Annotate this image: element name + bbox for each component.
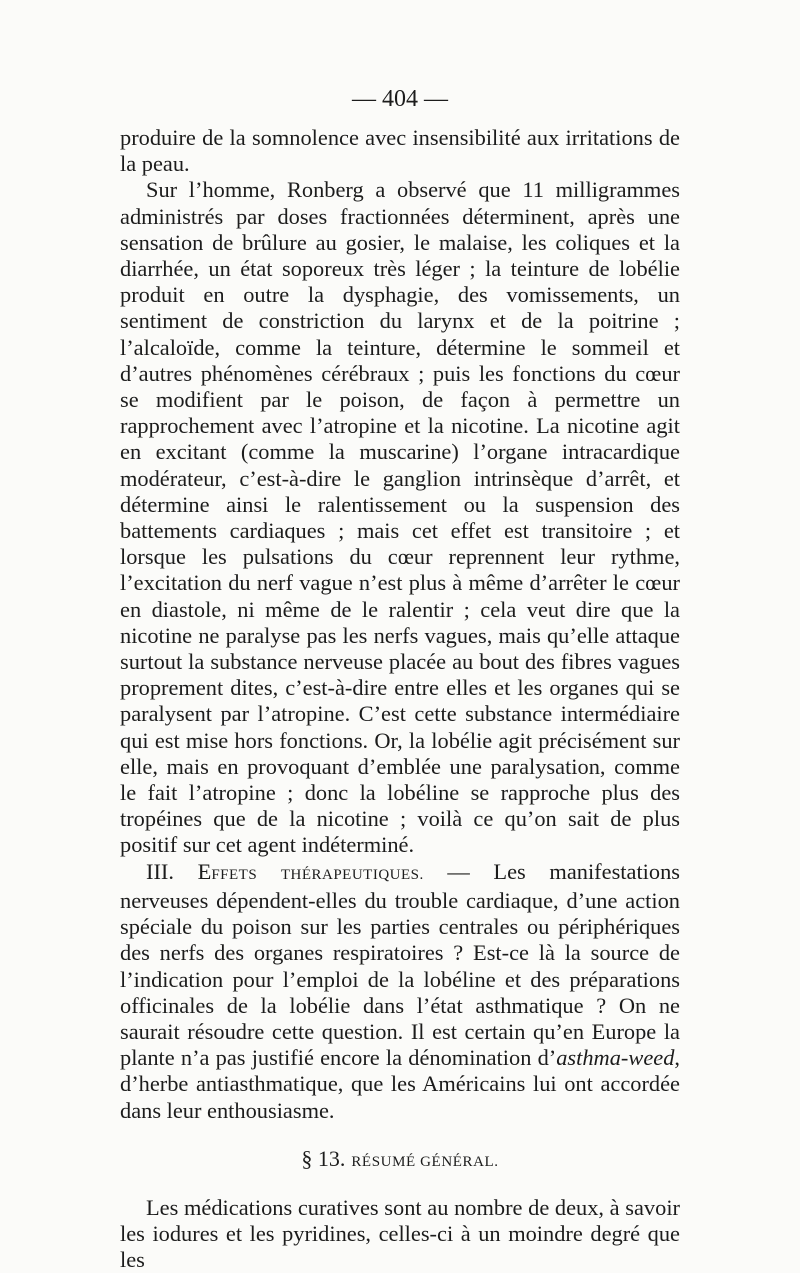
paragraph-ronberg: Sur l’homme, Ronberg a observé que 11 milligrammes administrés par doses fractionnées déterminent, après une sensation de brûlure au gosier, le malaise, les coliques et la diarrhée, un état soporeux très léger ; la teinture de lobélie produit en outre la dysphagie, des vomissements, un sentiment de constriction du larynx et de la poitrine ; l’alcaloïde, comme la teinture, détermine le sommeil et d’autres phénomènes cérébraux ; puis les fonctions du cœur se modifient par le poison, de façon à permettre un rapprochement avec l’atropine et la nicotine. La nicotine agit en excitant (comme la muscarine) l’organe intracardique modérateur, c’est-à-dire le ganglion intrinsèque d’arrêt, et détermine ainsi le ralentissement ou la suspension des battements cardiaques ; mais cet effet est transitoire ; et lorsque les pulsations du cœur reprennent leur rythme, l’excitation du nerf vague n’est plus à même d’arrêter le cœur en diastole, ni même de le ralentir ; cela veut dire que la nicotine ne paralyse pas les nerfs vagues, mais qu’elle attaque surtout la substance nerveuse placée au bout des fibres vagues proprement dites, c’est-à-dire entre elles et les organes qui se paralysent par l’atropine. C’est cette substance intermédiaire qui est mise hors fonctions. Or, la lobélie agit précisément sur elle, mais en provoquant d’emblée une paralysation, comme le fait l’atropine ; donc la lobéline se rapproche plus des tropéines que de la nicotine ; voilà ce qu’on sait de plus positif sur cet agent indéterminé. [120,177,680,858]
section-heading [120,1145,680,1176]
page-number: — 404 — [352,86,448,112]
section-title: RÉSUMÉ GÉNÉRAL. [351,1153,499,1170]
paragraph-text-after: , d’herbe antiasthmatique, que les Américains lui ont accordée dans leur enthousiasme. [120,1045,680,1123]
heading-effets: EFFETS [197,858,258,884]
paragraph-summary: Les médications curatives sont au nombre de deux, à savoir les iodures et les pyridines, celles-ci à un moindre degré que les [120,1194,680,1273]
heading-therapeutiques: THÉRAPEUTIQUES. [280,866,424,883]
italic-term: asthma-weed [556,1045,675,1071]
paragraph-therapeutic-effects [120,859,680,1124]
paragraph-text-before: — Les manifestations nerveuses dépendent-elles du trouble cardiaque, d’une action spéciale du poison sur les parties centrales ou périphériques des nerfs des organes respiratoires ? Est-ce là la source de l’indication pour l’emploi de la lobéline et des préparations officinales de la lobélie dans l’état asthmatique ? On ne saurait résoudre cette question. Il est certain qu’en Europe la plante n’a pas justifié encore la dénomination d’ [120,858,680,1071]
page-body [120,84,680,1273]
section-numeral: III. [146,858,174,884]
section-number: § 13. [301,1145,346,1171]
paragraph-continued: produire de la somnolence avec insensibilité aux irritations de la peau. [120,125,680,177]
